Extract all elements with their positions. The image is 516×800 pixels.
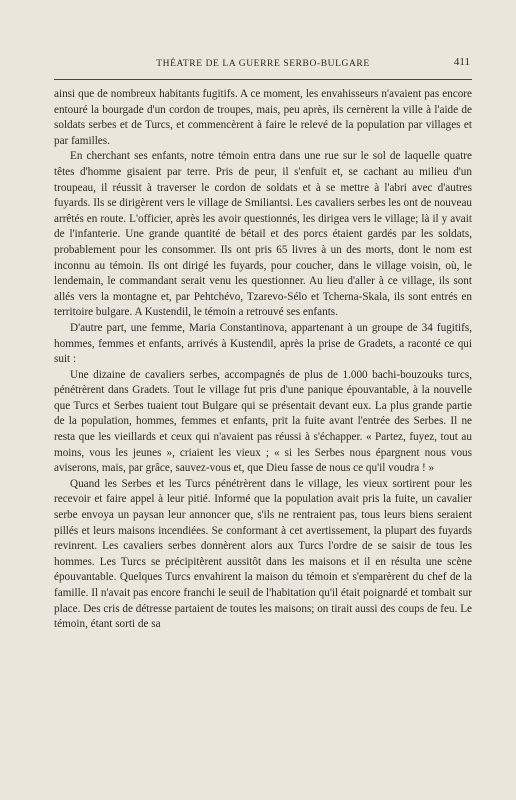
- page-number: 411: [453, 56, 470, 68]
- body-text: [54, 87, 472, 633]
- paragraph: D'autre part, une femme, Maria Constantinova, appartenant à un groupe de 34 fugitifs, hommes, femmes et enfants, arrivés à Kustendil, après la prise de Gradets, a raconté ce qui suit :: [54, 321, 472, 366]
- running-header: [54, 56, 472, 72]
- paragraph: Une dizaine de cavaliers serbes, accompagnés de plus de 1.000 bachi-bouzouks turcs, pénétrèrent dans Gradets. Tout le village fut pris d'une panique épouvantable, à la nouvelle que Turcs et Serbes tuaient tout Bulgare qui se présentait devant eux. La plus grande partie de la population, hommes, femmes et enfants, prit la fuite avant l'entrée des Serbes. Il ne resta que les vieillards et ceux qui n'avaient pas réussi à s'échapper. « Partez, fuyez, tout au moins, vous les jeunes », criaient les vieux ; « si les Serbes nous épargnent nous vous aviserons, mais, par grâce, sauvez-vous et, que Dieu fasse de nous ce qu'il voudra ! »: [54, 368, 472, 475]
- paragraph: ainsi que de nombreux habitants fugitifs. A ce moment, les envahisseurs n'avaient pas encore entouré la bourgade d'un cordon de troupes, mais, peu après, ils cernèrent la ville à l'aide de soldats serbes et de Turcs, et commencèrent à faire le relevé de la population par villages et par familles.: [54, 88, 472, 147]
- paragraph: En cherchant ses enfants, notre témoin entra dans une rue sur le sol de laquelle quatre têtes d'homme gisaient par terre. Pris de peur, il s'enfuit et, se cachant au milieu d'un troupeau, il réussit à traverser le cordon de soldats et à se mettre à l'abri avec d'autres fuyards. Ils se dirigèrent vers le village de Smiliantsi. Les cavaliers serbes les ont de nouveau arrêtés en route. L'officier, après les avoir questionnés, les dirigea vers le village; là il y avait de l'infanterie. Une grande quantité de bétail et des porcs étaient gardés par les soldats, probablement pour les consommer. Ils ont pris 65 livres à un des morts, dont le nom est inconnu au témoin. Ils ont dirigé les fuyards, pour coucher, dans le village voisin, où, le lendemain, le commandant serait venu les questionner. Au lieu d'aller à ce village, ils sont allés vers la montagne et, par Pehtchévo, Tzarevo-Sélo et Tcherna-Skala, ils sont entrés en territoire bulgare. A Kustendil, le témoin a retrouvé ses enfants.: [54, 150, 472, 319]
- paragraph: Quand les Serbes et les Turcs pénétrèrent dans le village, les vieux sortirent pour les recevoir et faire appel à leur pitié. Informé que la population avait pris la fuite, un cavalier serbe envoya un paysan leur annoncer que, s'ils ne rentraient pas, tous leurs biens seraient pillés et leurs maisons incendiées. Se conformant à cet avertissement, la plupart des fuyards revinrent. Les cavaliers serbes donnèrent alors aux Turcs l'ordre de se saisir de tous les hommes. Les Turcs se précipitèrent aussitôt dans les maisons et il en résulta une scène épouvantable. Quelques Turcs envahirent la maison du témoin et s'emparèrent du chef de la famille. Il n'avait pas encore franchi le seuil de l'habitation qu'il était poignardé et tombait sur place. Des cris de détresse partaient de toutes les maisons; on tirait aussi des coups de feu. Le témoin, étant sorti de sa: [54, 477, 472, 631]
- running-title: THÉATRE DE LA GUERRE SERBO-BULGARE: [156, 59, 370, 69]
- header-rule: [54, 79, 472, 80]
